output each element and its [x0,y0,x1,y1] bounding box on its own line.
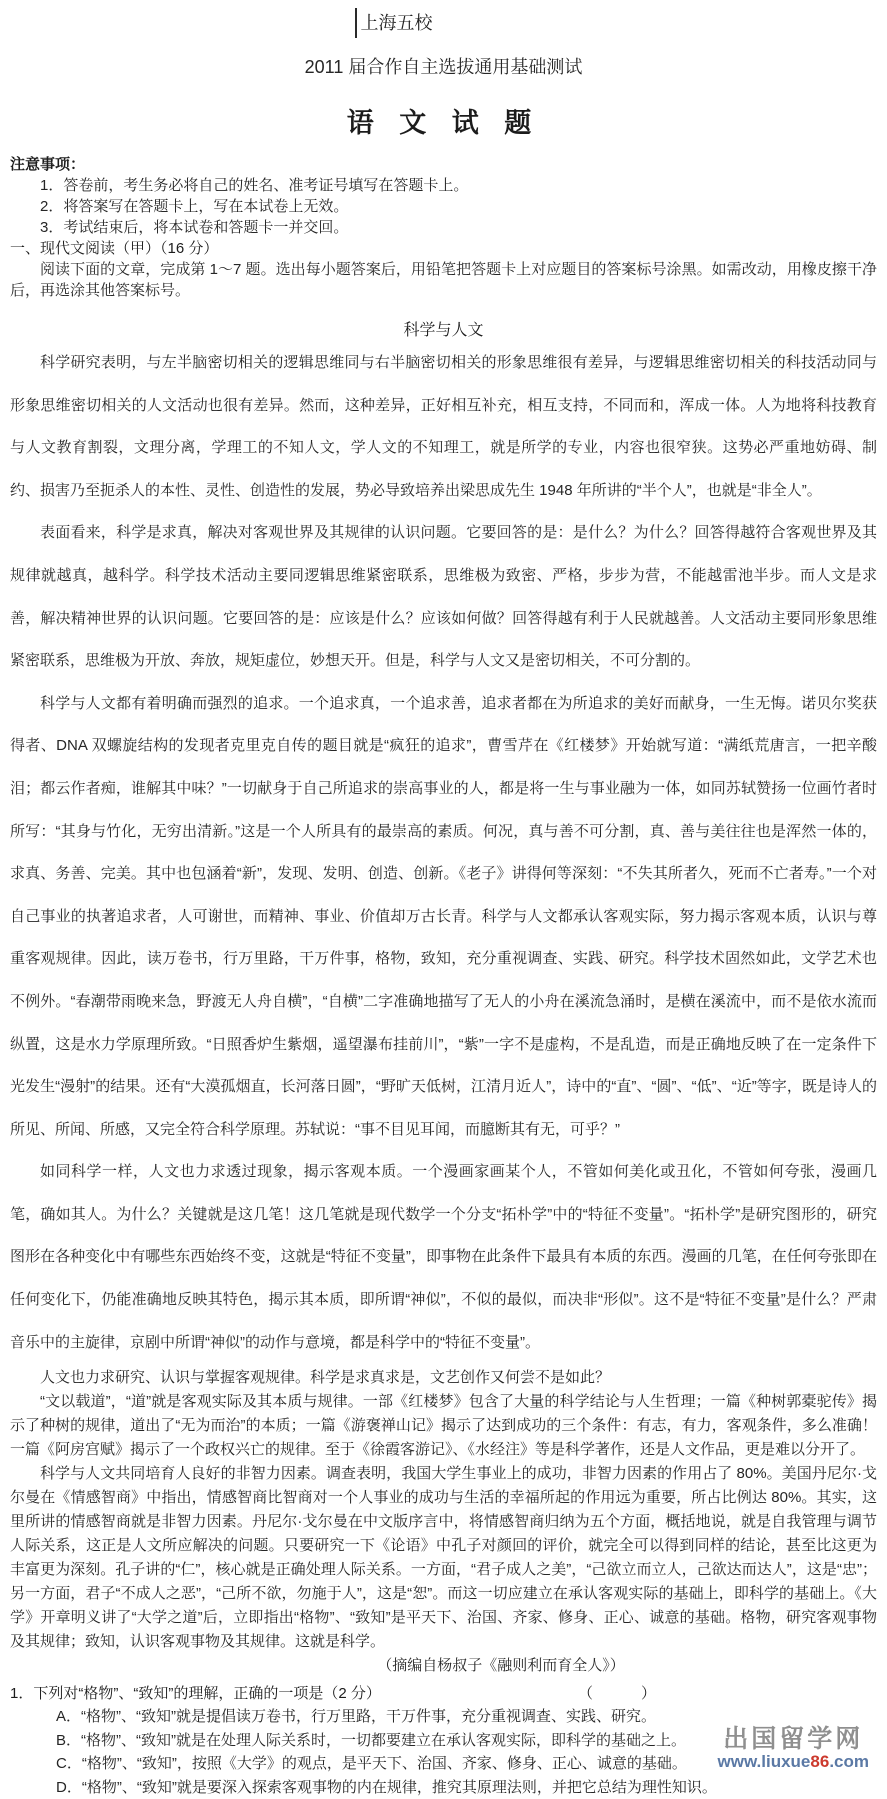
watermark-site-url [718,1753,870,1770]
article-paragraph: “文以载道”，“道”就是客观实际及其本质与规律。一部《红楼梦》包含了大量的科学结论与人生哲理；一篇《种树郭橐驼传》揭示了种树的规律，道出了“无为而治”的本质；一篇《游褒禅山记》揭示了达到成功的三个条件：有志，有力，客观条件，多么准确！一篇《阿房宫赋》揭示了一个政权兴亡的规律。至于《徐霞客游记》、《水经注》等是科学著作，还是人文作品，更是难以分开了。 [10,1390,877,1462]
answer-blank: （ ） [578,1682,662,1705]
article-paragraph: 如同科学一样，人文也力求透过现象，揭示客观本质。一个漫画家画某个人，不管如何美化或丑化，不管如何夸张，漫画几笔，确如其人。为什么？关键就是这几笔！这几笔就是现代数学一个分支“拓朴学”中的“特征不变量”。“拓朴学”是研究图形的，研究图形在各种变化中有哪些东西始终不变，这就是“特征不变量”，即事物在此条件下最具有本质的东西。漫画的几笔，在任何夸张即在任何变化下，仍能准确地反映其特色，揭示其本质，即所谓“神似”，不似的最似，而决非“形似”。这不是“特征不变量”是什么？严肃音乐中的主旋律，京剧中所谓“神似”的动作与意境，都是科学中的“特征不变量”。 [10,1151,877,1364]
section-heading: 一、现代文阅读（甲）（16 分） [10,238,877,259]
article-paragraph: 表面看来，科学是求真，解决对客观世界及其规律的认识问题。它要回答的是：是什么？为什么？回答得越符合客观世界及其规律就越真，越科学。科学技术活动主要同逻辑思维紧密联系，思维极为致密、严格，步步为营，不能越雷池半步。而人文是求善，解决精神世界的认识问题。它要回答的是：应该是什么？应该如何做？回答得越有利于人民就越善。人文活动主要同形象思维紧密联系，思维极为开放、奔放，规矩虚位，妙想天开。但是，科学与人文又是密切相关，不可分割的。 [10,512,877,682]
watermark-url-suffix: .com [829,1752,869,1771]
section-instructions: 阅读下面的文章，完成第 1～7 题。选出每小题答案后，用铅笔把答题卡上对应题目的答案标号涂黑。如需改动，用橡皮擦干净后，再选涂其他答案标号。 [10,259,877,301]
question-stem: 1．下列对“格物”、“致知”的理解，正确的一项是（2 分） [10,1685,381,1702]
article-paragraph: 科学与人文共同培育人良好的非智力因素。调查表明，我国大学生事业上的成功，非智力因素的作用占了 80%。美国丹尼尔·戈尔曼在《情感智商》中指出，情感智商比智商对一个人事业的成功与生活的幸福所起的作用远为重要，所占比例达 80%。其实，这里所讲的情感智商就是非智力因素。丹尼尔·戈尔曼在中文版序言中，将情感智商归纳为五个方面，概括地说，就是自我管理与调节人际关系，这正是人文所应解决的问题。只要研究一下《论语》中孔子对颜回的评价，就完全可以得到同样的结论，甚至比这更为丰富更为深刻。孔子讲的“仁”，核心就是正确处理人际关系。一方面，“君子成人之美”，“己欲立而立人，己欲达而达人”，这是“忠”；另一方面，君子“不成人之恶”，“己所不欲，勿施于人”，这是“恕”。而这一切应建立在承认客观实际的基础上，即科学的基础上。《大学》开章明义讲了“大学之道”后，立即指出“格物”、“致知”是平天下、治国、齐家、修身、正心、诚意的基础。格物，研究客观事物及其规律；致知，认识客观事物及其规律。这就是科学。 [10,1462,877,1654]
header-school-row [0,8,827,38]
article-body-spaced [10,342,877,1366]
notice-item: 3．考试结束后，将本试卷和答题卡一并交回。 [10,217,877,238]
notice-item: 2．将答案写在答题卡上，写在本试卷上无效。 [10,196,877,217]
article-paragraph: 人文也力求研究、认识与掌握客观规律。科学是求真求是，文艺创作又何尝不是如此？ [10,1366,877,1390]
notice-block [10,154,877,238]
question-option-b: B．“格物”、“致知”就是在处理人际关系时，一切都要建立在承认客观实际，即科学的基础之上。 [10,1729,877,1753]
article-title: 科学与人文 [10,317,877,340]
site-watermark [718,1727,870,1770]
notice-item: 1．答卷前，考生务必将自己的姓名、准考证号填写在答题卡上。 [10,175,877,196]
exam-session-title: 2011 届合作自主选拔通用基础测试 [10,53,877,79]
page-title: 语 文 试 题 [10,101,877,140]
article-attribution: （摘编自杨叔子《融则利而育全人》） [10,1654,877,1678]
school-name: 上海五校 [355,8,433,38]
notice-label: 注意事项： [10,154,877,175]
question-stem-row [10,1682,877,1705]
watermark-site-name: 出国留学网 [718,1727,870,1752]
article-paragraph: 科学研究表明，与左半脑密切相关的逻辑思维同与右半脑密切相关的形象思维很有差异，与逻辑思维密切相关的科技活动同与形象思维密切相关的人文活动也很有差异。然而，这种差异，正好相互补充，相互支持，不同而和，浑成一体。人为地将科技教育与人文教育割裂，文理分离，学理工的不知人文，学人文的不知理工，就是所学的专业，内容也很窄狭。这势必严重地妨碍、制约、损害乃至扼杀人的本性、灵性、创造性的发展，势必导致培养出梁思成先生 1948 年所讲的“半个人”，也就是“非全人”。 [10,342,877,512]
article-paragraph: 科学与人文都有着明确而强烈的追求。一个追求真，一个追求善，追求者都在为所追求的美好而献身，一生无悔。诺贝尔奖获得者、DNA 双螺旋结构的发现者克里克自传的题目就是“疯狂的追求”，曹雪芹在《红楼梦》开始就写道：“满纸荒唐言，一把辛酸泪；都云作者痴，谁解其中味？”一切献身于自己所追求的崇高事业的人，都是将一生与事业融为一体，如同苏轼赞扬一位画竹者时所写：“其身与竹化，无穷出清新。”这是一个人所具有的最崇高的素质。何况，真与善不可分割，真、善与美往往也是浑然一体的，求真、务善、完美。其中也包涵着“新”，发现、发明、创造、创新。《老子》讲得何等深刻：“不失其所者久，死而不亡者寿。”一个对自己事业的执著追求者，人可谢世，而精神、事业、价值却万古长青。科学与人文都承认客观实际，努力揭示客观本质，认识与尊重客观规律。因此，读万卷书，行万里路，干万件事，格物，致知，充分重视调查、实践、研究。科学技术固然如此，文学艺术也不例外。“春潮带雨晚来急，野渡无人舟自横”，“自横”二字准确地描写了无人的小舟在溪流急涌时，是横在溪流中，而不是依水流而纵置，这是水力学原理所致。“日照香炉生紫烟，遥望瀑布挂前川”，“紫”一字不是虚构，不是乱造，而是正确地反映了在一定条件下光发生“漫射”的结果。还有“大漠孤烟直，长河落日圆”，“野旷天低树，江清月近人”，诗中的“直”、“圆”、“低”、“近”等字，既是诗人的所见、所闻、所感，又完全符合科学原理。苏轼说：“事不目见耳闻，而臆断其有无，可乎？” [10,683,877,1152]
watermark-url-prefix: www.liuxue [718,1752,811,1771]
question-option-c: C．“格物”、“致知”，按照《大学》的观点，是平天下、治国、齐家、修身、正心、诚意的基础。 [10,1752,877,1776]
watermark-url-highlight: 86 [810,1752,829,1771]
question-option-d: D．“格物”、“致知”就是要深入探索客观事物的内在规律，推究其原理法则，并把它总结为理性知识。 [10,1776,877,1799]
article-body-compact [10,1366,877,1654]
question-option-a: A．“格物”、“致知”就是提倡读万卷书，行万里路，干万件事，充分重视调查、实践、研究。 [10,1705,877,1729]
